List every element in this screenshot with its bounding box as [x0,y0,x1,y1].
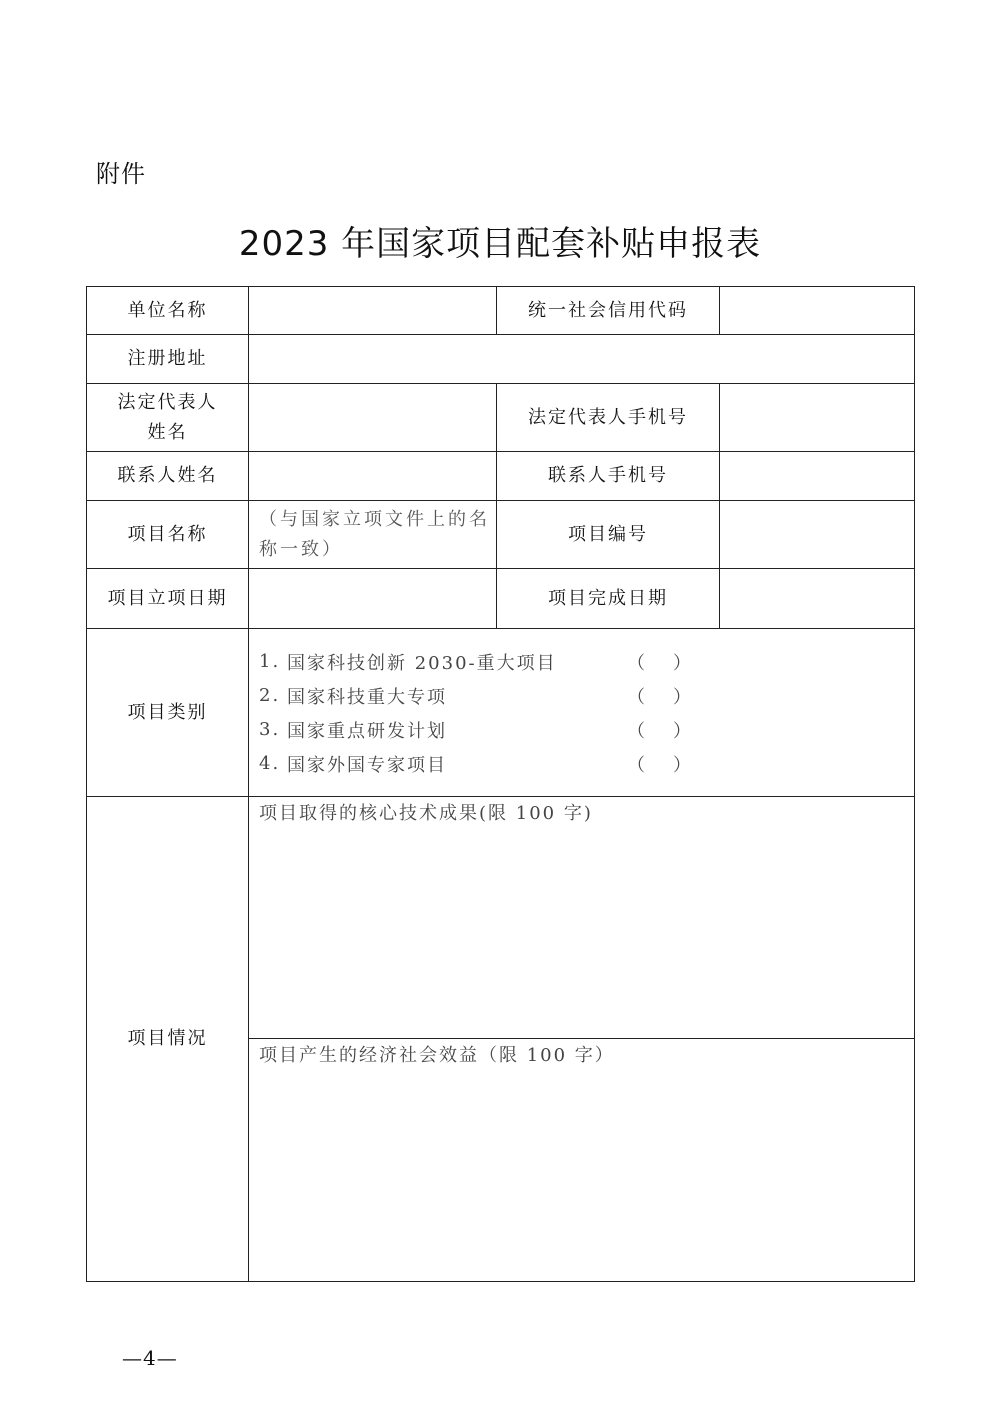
legal-rep-name-field[interactable] [249,384,497,452]
project-end-label: 项目完成日期 [497,569,720,629]
category-number: 1. [259,651,281,672]
unit-name-field[interactable] [249,287,497,335]
category-options [249,629,915,797]
row-project-dates [87,569,915,629]
contact-name-field[interactable] [249,452,497,501]
unit-name-label: 单位名称 [87,287,249,335]
document-title: 2023 年国家项目配套补贴申报表 [238,224,762,264]
category-number: 4. [259,753,281,774]
project-name-label: 项目名称 [87,501,249,569]
row-contact [87,452,915,501]
situation-cell [249,797,915,1282]
legal-rep-phone-label: 法定代表人手机号 [497,384,720,452]
row-category [87,629,915,797]
category-option[interactable] [259,679,914,713]
reg-address-label: 注册地址 [87,335,249,384]
contact-phone-field[interactable] [720,452,915,501]
category-option[interactable] [259,713,914,747]
benefits-field[interactable] [249,1039,914,1280]
credit-code-field[interactable] [720,287,915,335]
legal-rep-label-line2: 姓名 [147,421,188,443]
benefits-label: 项目产生的经济社会效益（限 100 字） [259,1045,615,1066]
legal-rep-phone-field[interactable] [720,384,915,452]
contact-phone-label: 联系人手机号 [497,452,720,501]
row-legal-rep [87,384,915,452]
category-label: 项目类别 [87,629,249,797]
row-project-name [87,501,915,569]
category-checkbox[interactable]: （） [627,720,719,742]
reg-address-field[interactable] [249,335,915,384]
credit-code-label: 统一社会信用代码 [497,287,720,335]
category-text: 国家外国专家项目 [287,754,447,776]
row-reg-address [87,335,915,384]
category-option[interactable] [259,645,914,679]
project-start-label: 项目立项日期 [87,569,249,629]
category-checkbox[interactable]: （） [627,652,719,674]
category-text: 国家重点研发计划 [287,720,447,742]
project-end-field[interactable] [720,569,915,629]
row-unit-name [87,287,915,335]
legal-rep-label-line1: 法定代表人 [117,391,218,413]
situation-label: 项目情况 [87,797,249,1282]
project-no-label: 项目编号 [497,501,720,569]
project-start-field[interactable] [249,569,497,629]
core-results-label: 项目取得的核心技术成果(限 100 字) [259,803,593,824]
page-number: —4— [122,1346,178,1370]
category-option[interactable] [259,747,914,781]
project-name-field[interactable]: （与国家立项文件上的名称一致） [249,501,497,569]
legal-rep-label [87,384,249,452]
project-no-field[interactable] [720,501,915,569]
category-number: 2. [259,685,281,706]
category-checkbox[interactable]: （） [627,754,719,776]
row-situation [87,797,915,1282]
category-checkbox[interactable]: （） [627,686,719,708]
attachment-label: 附件 [96,160,146,188]
contact-name-label: 联系人姓名 [87,452,249,501]
category-number: 3. [259,719,281,740]
category-text: 国家科技创新 2030-重大项目 [287,652,557,674]
category-text: 国家科技重大专项 [287,686,447,708]
application-form-table [86,286,915,1282]
core-results-field[interactable] [249,797,914,1039]
